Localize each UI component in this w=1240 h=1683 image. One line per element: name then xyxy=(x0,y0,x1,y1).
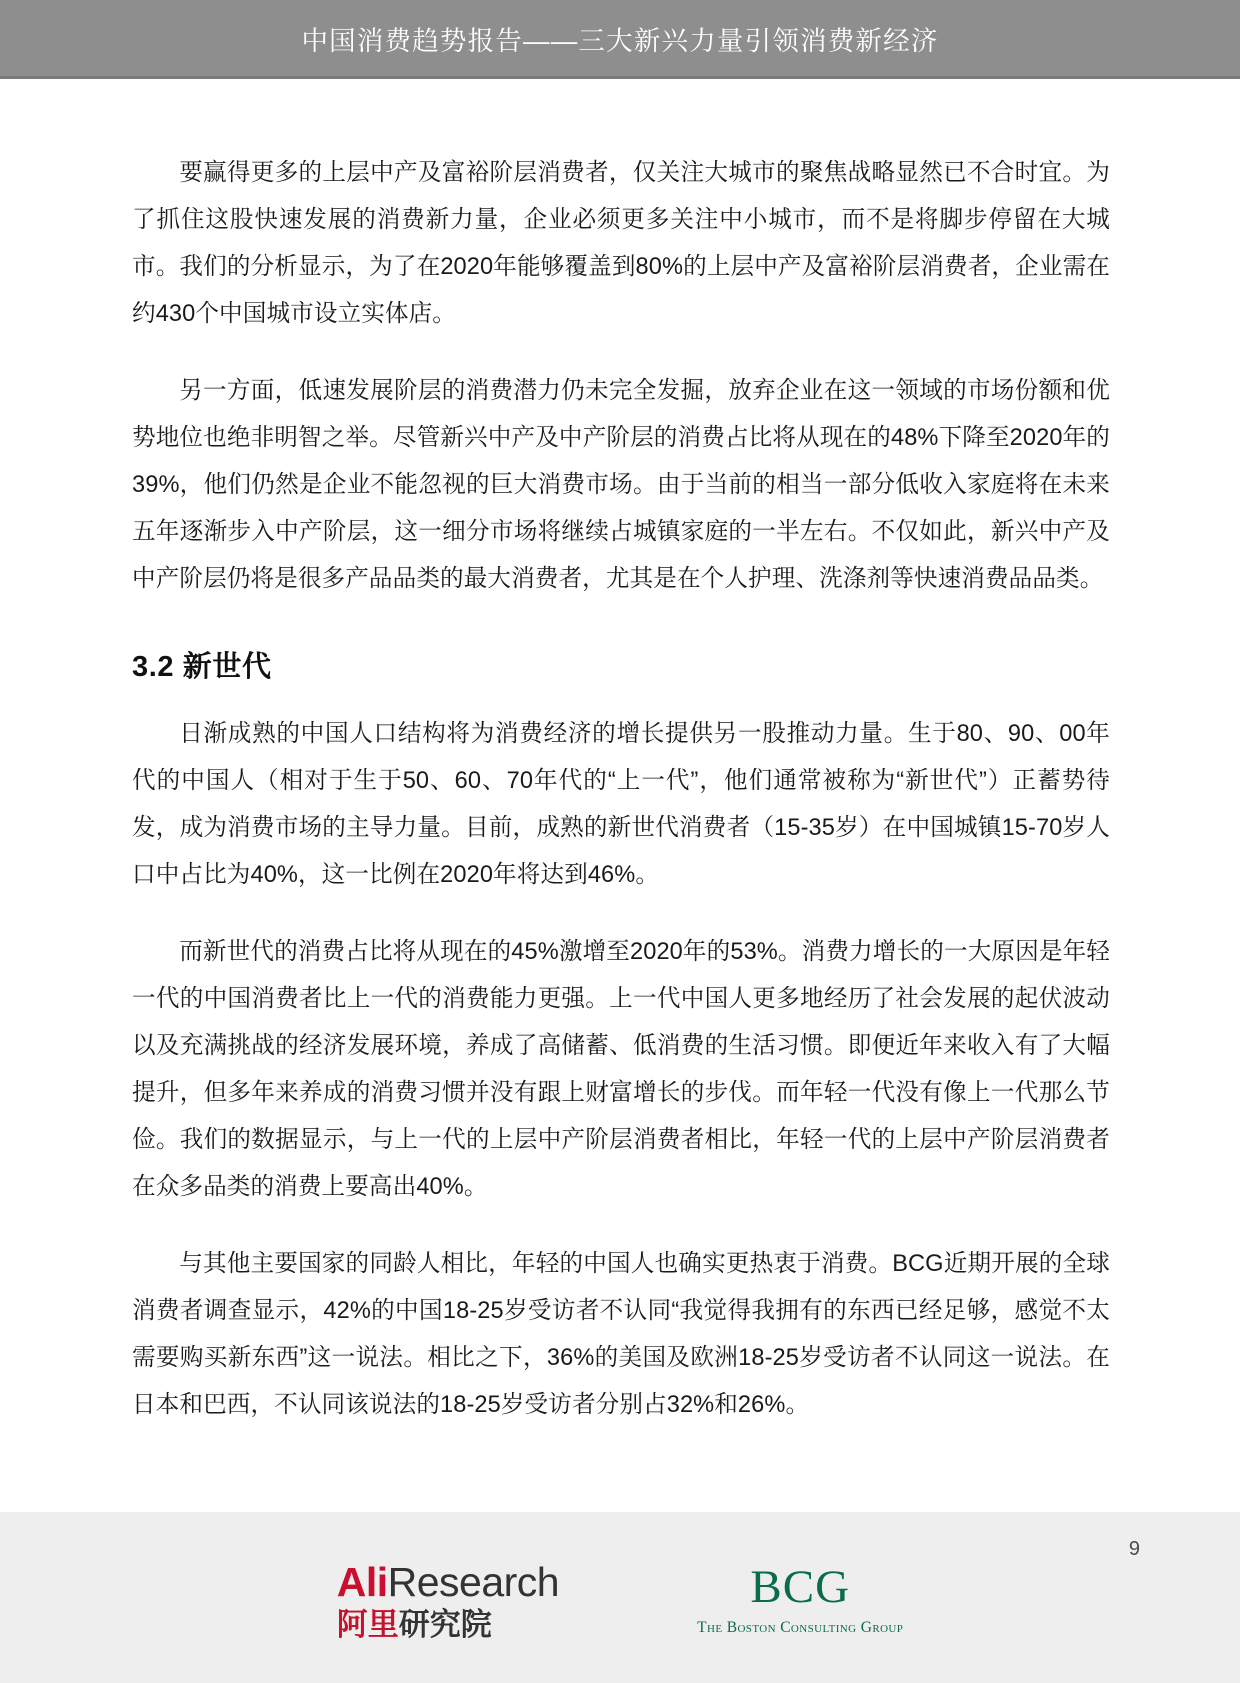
paragraph-2: 另一方面，低速发展阶层的消费潜力仍未完全发掘，放弃企业在这一领域的市场份额和优势地位也绝非明智之举。尽管新兴中产及中产阶层的消费占比将从现在的48%下降至2020年的39%，他们仍然是企业不能忽视的巨大消费市场。由于当前的相当一部分低收入家庭将在未来五年逐渐步入中产阶层，这一细分市场将继续占城镇家庭的一半左右。不仅如此，新兴中产及中产阶层仍将是很多产品品类的最大消费者，尤其是在个人护理、洗涤剂等快速消费品品类。 xyxy=(132,378,1110,592)
page-header-banner xyxy=(0,0,1240,76)
document-body xyxy=(132,150,1110,1459)
bcg-logo-tagline: The Boston Consulting Group xyxy=(697,1619,904,1636)
footer-logos xyxy=(0,1560,1240,1644)
paragraph-3: 日渐成熟的中国人口结构将为消费经济的增长提供另一股推动力量。生于80、90、00年代的中国人（相对于生于50、60、70年代的“上一代”，他们通常被称为“新世代”）正蓄势待发，成为消费市场的主导力量。目前，成熟的新世代消费者（15-35岁）在中国城镇15-70岁人口中占比为40%，这一比例在2020年将达到46%。 xyxy=(132,721,1110,888)
paragraph-4: 而新世代的消费占比将从现在的45%激增至2020年的53%。消费力增长的一大原因是年轻一代的中国消费者比上一代的消费能力更强。上一代中国人更多地经历了社会发展的起伏波动以及充满挑战的经济发展环境，养成了高储蓄、低消费的生活习惯。即便近年来收入有了大幅提升，但多年来养成的消费习惯并没有跟上财富增长的步伐。而年轻一代没有像上一代那么节俭。我们的数据显示，与上一代的上层中产阶层消费者相比，年轻一代的上层中产阶层消费者在众多品类的消费上要高出40%。 xyxy=(132,939,1110,1200)
bcg-logo-wordmark: BCG xyxy=(750,1561,851,1613)
aliresearch-logo-chinese xyxy=(337,1606,559,1644)
aliresearch-logo xyxy=(337,1560,559,1644)
section-heading-3-2: 3.2 新世代 xyxy=(132,651,272,683)
aliresearch-logo-ali-text: Ali xyxy=(336,1559,388,1605)
aliresearch-logo-research-text: Research xyxy=(387,1559,560,1605)
aliresearch-logo-ali-cn: 阿里 xyxy=(336,1607,399,1642)
bcg-logo xyxy=(697,1560,903,1638)
page-footer-band xyxy=(0,1512,1240,1683)
paragraph-1: 要赢得更多的上层中产及富裕阶层消费者，仅关注大城市的聚焦战略显然已不合时宜。为了抓住这股快速发展的消费新力量，企业必须更多关注中小城市，而不是将脚步停留在大城市。我们的分析显示，为了在2020年能够覆盖到80%的上层中产及富裕阶层消费者，企业需在约430个中国城市设立实体店。 xyxy=(132,160,1110,327)
page-number: 9 xyxy=(1128,1538,1140,1560)
paragraph-5: 与其他主要国家的同龄人相比，年轻的中国人也确实更热衷于消费。BCG近期开展的全球消费者调查显示，42%的中国18-25岁受访者不认同“我觉得我拥有的东西已经足够，感觉不太需要购买新东西”这一说法。相比之下，36%的美国及欧洲18-25岁受访者不认同这一说法。在日本和巴西，不认同该说法的18-25岁受访者分别占32%和26%。 xyxy=(132,1251,1110,1418)
aliresearch-logo-wordmark xyxy=(337,1560,559,1604)
aliresearch-logo-research-cn: 研究院 xyxy=(398,1607,492,1642)
page-header-title: 中国消费趋势报告——三大新兴力量引领消费新经济 xyxy=(301,25,939,56)
header-divider-rule xyxy=(0,76,1240,79)
